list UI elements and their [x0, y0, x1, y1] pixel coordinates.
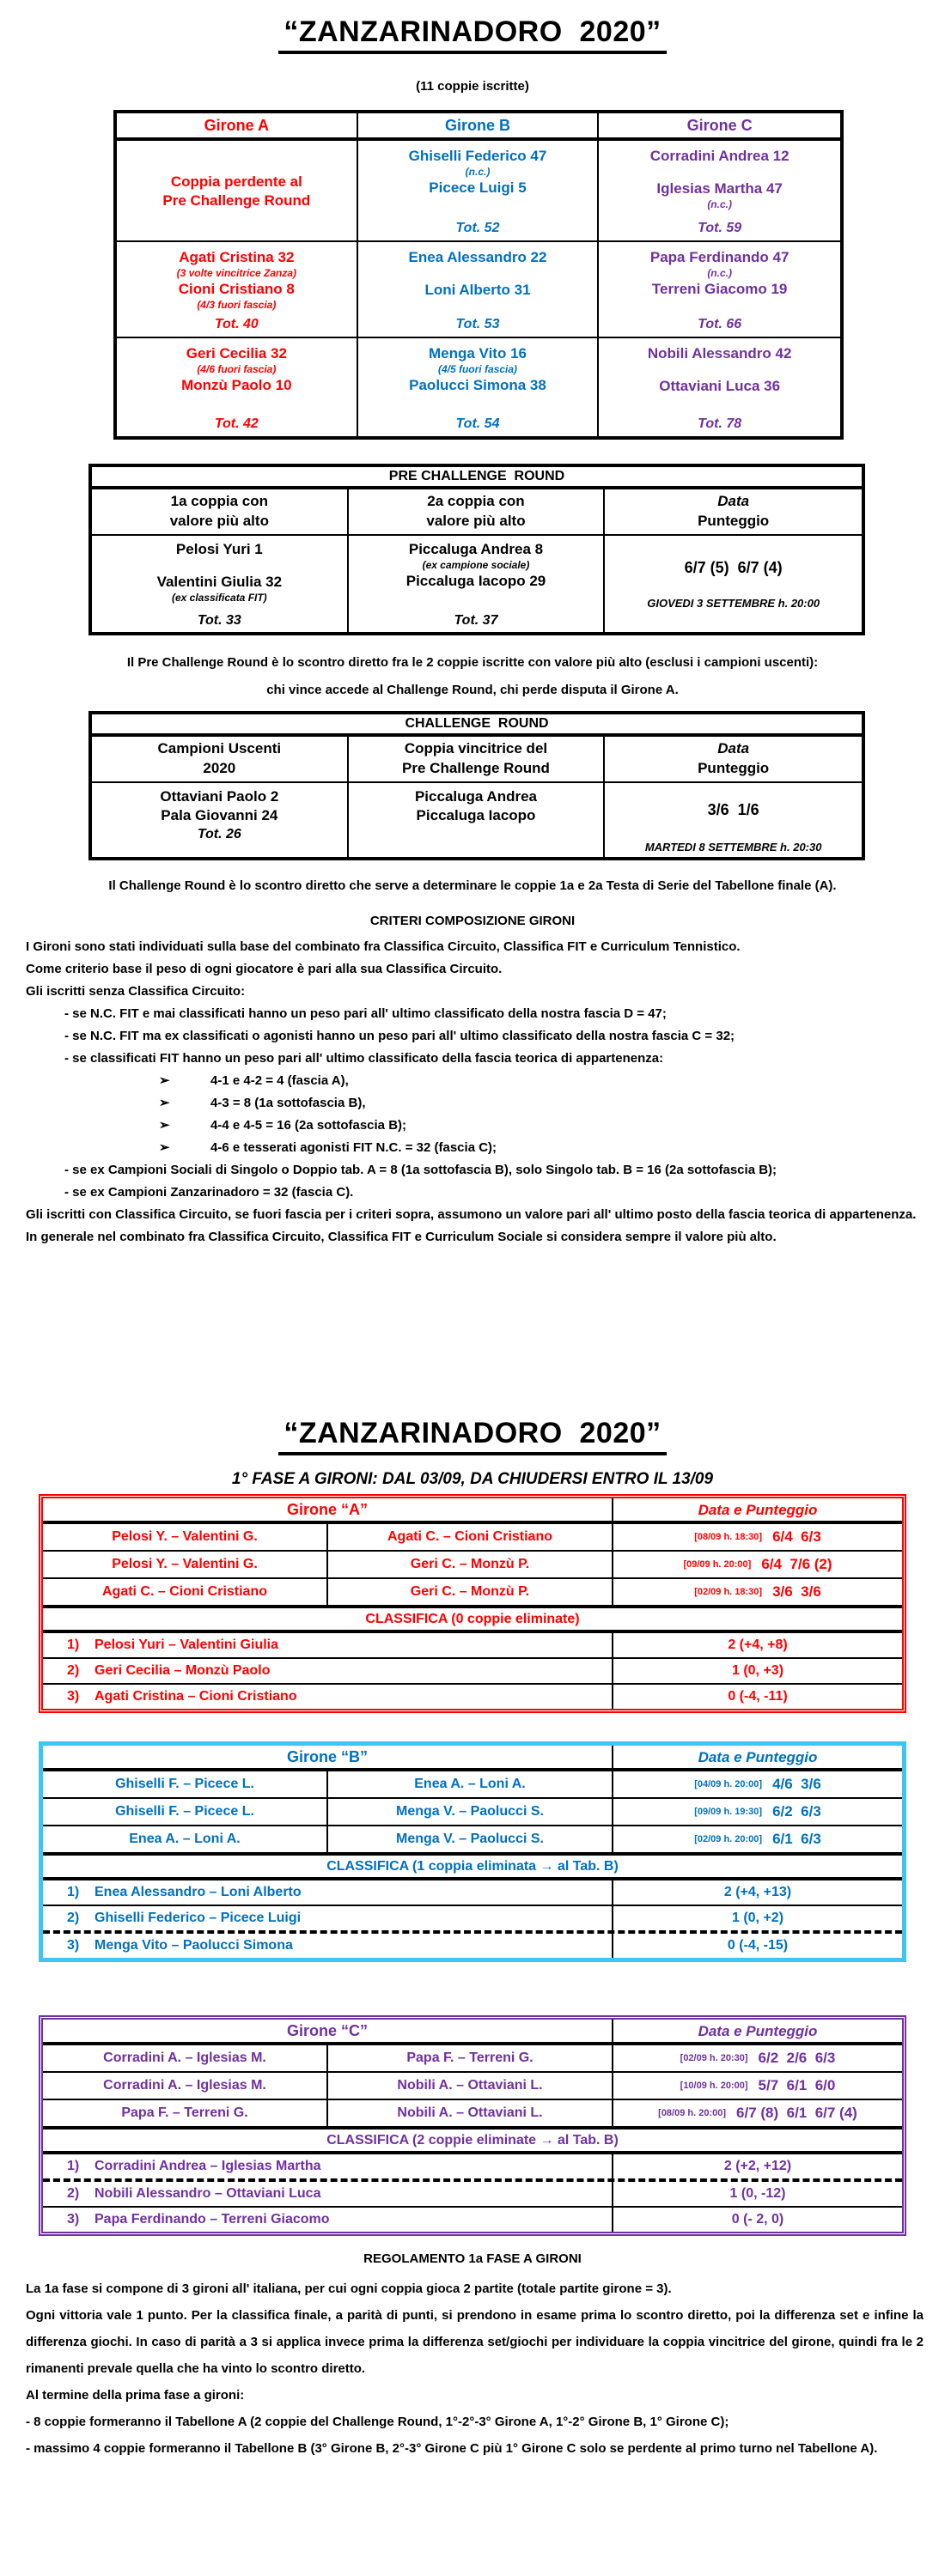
- player-note: (4/3 fuori fascia): [197, 299, 277, 312]
- player-note: (n.c.): [707, 267, 732, 280]
- girone-c-slot1-cell: [599, 141, 840, 242]
- pre-challenge-title: PRE CHALLENGE ROUND: [92, 467, 862, 489]
- criteri-item: In generale nel combinato fra Classifica Circuito, Classifica FIT e Curriculum Sociale si considera sempre il valore più alto.: [26, 1230, 777, 1244]
- page2-subtitle: 1° FASE A GIRONI: DAL 03/09, DA CHIUDERSI ENTRO IL 13/09: [231, 1470, 714, 1488]
- player-line: Valentini Giulia 32: [156, 573, 283, 590]
- criteri-bullet-item: ➢ 4-1 e 4-2 = 4 (fascia A),: [26, 1072, 924, 1091]
- team-total: Tot. 52: [455, 221, 500, 235]
- data-punteggio-header: Data e Punteggio: [698, 2023, 818, 2039]
- girone-b-results-header: Girone “B”: [43, 1746, 613, 1768]
- match-score: 3/6 1/6: [707, 800, 759, 818]
- team-total: Tot. 66: [698, 317, 742, 331]
- match-datetime: [09/09 h. 19:30]: [694, 1807, 763, 1817]
- standing-row: 3) Agati Cristina – Cioni Cristiano 0 (-4, -11): [43, 1683, 902, 1709]
- girone-a-slot2-cell: [117, 242, 358, 338]
- standing-row-eliminated: 2) Nobili Alessandro – Ottaviani Luca 1 (0, -12): [43, 2178, 902, 2206]
- player-line: Cioni Cristiano 8: [178, 281, 295, 298]
- arrow-bullet-icon: ➢: [159, 1118, 170, 1133]
- regolamento-paragraph: Al termine della prima fase a gironi:: [26, 2388, 245, 2403]
- team-total: Tot. 42: [214, 416, 259, 431]
- criteri-bullet-item: ➢ 4-6 e tesserati agonisti FIT N.C. = 32 (fascia C);: [26, 1139, 924, 1157]
- player-line: Ghiselli Federico 47: [408, 148, 547, 164]
- girone-a-slot3-cell: [117, 338, 358, 436]
- match-row: Pelosi Y. – Valentini G. Geri C. – Monzù P. [09/09 h. 20:00] 6/4 7/6 (2): [43, 1550, 902, 1577]
- regolamento-paragraph: - 8 coppie formeranno il Tabellone A (2 coppie del Challenge Round, 1°-2°-3° Girone A, 1°-2° Girone B, 1° Girone C);: [26, 2415, 729, 2429]
- pre-team2-cell: [349, 536, 606, 632]
- girone-c-slot3-cell: [599, 338, 840, 436]
- girone-c-header: Girone C: [599, 113, 840, 141]
- player-note: (4/6 fuori fascia): [197, 363, 277, 376]
- player-note: (n.c.): [707, 198, 732, 211]
- player-note: (n.c.): [465, 166, 491, 179]
- match-datetime: [10/09 h. 20:00]: [680, 2081, 748, 2091]
- player-line: Pala Giovanni 24: [161, 806, 278, 823]
- standing-row: 1) Corradini Andrea – Iglesias Martha 2 (+2, +12): [43, 2154, 902, 2178]
- pre-result-cell: [605, 536, 862, 632]
- groups-composition-table: [113, 110, 844, 440]
- data-punteggio-header: Data e Punteggio: [698, 1749, 818, 1765]
- criteri-bullet-item: ➢ 4-4 e 4-5 = 16 (2a sottofascia B);: [26, 1116, 924, 1135]
- player-line: Corradini Andrea 12: [649, 148, 790, 164]
- chal-team1-cell: [92, 783, 349, 857]
- standing-row-eliminated: 3) Papa Ferdinando – Terreni Giacomo 0 (- 2, 0): [43, 2206, 902, 2232]
- player-line: Enea Alessandro 22: [408, 249, 547, 265]
- player-line: Ottaviani Luca 36: [659, 378, 781, 395]
- criteri-item: Gli iscritti senza Classifica Circuito:: [26, 984, 246, 999]
- player-line: Piccaluga Andrea 8: [408, 540, 544, 557]
- classifica-header: CLASSIFICA (0 coppie eliminate): [43, 1605, 902, 1633]
- standing-row-eliminated: 3) Menga Vito – Paolucci Simona 0 (-4, -15): [43, 1930, 902, 1958]
- chal-result-cell: [605, 783, 862, 857]
- chal-col2-header: Coppia vincitrice del Pre Challenge Round: [349, 737, 606, 783]
- match-row: Enea A. – Loni A. Menga V. – Paolucci S. [02/09 h. 20:00] 6/1 6/3: [43, 1825, 902, 1852]
- criteri-item: - se ex Campioni Zanzarinadoro = 32 (fascia C).: [64, 1185, 354, 1200]
- match-datetime: [02/09 h. 20:30]: [680, 2053, 748, 2063]
- match-date: GIOVEDI 3 SETTEMBRE h. 20:00: [647, 596, 820, 610]
- team-total: Tot. 53: [455, 317, 500, 331]
- team-line: Pre Challenge Round: [162, 192, 311, 209]
- regolamento-heading: REGOLAMENTO 1a FASE A GIRONI: [363, 2251, 582, 2266]
- match-score: 6/1 6/3: [772, 1831, 821, 1847]
- player-line: Ottaviani Paolo 2: [160, 787, 279, 805]
- match-row: Corradini A. – Iglesias M. Nobili A. – Ottaviani L. [10/09 h. 20:00] 5/7 6/1 6/0: [43, 2071, 902, 2099]
- chal-team2-cell: [349, 783, 606, 857]
- girone-c-results-table: [39, 2015, 906, 2236]
- team-total: Tot. 26: [197, 827, 241, 842]
- girone-b-header: Girone B: [358, 113, 600, 141]
- pre-challenge-round-table: [88, 464, 865, 635]
- pre-team1-cell: [92, 536, 349, 632]
- criteri-item: - se ex Campioni Sociali di Singolo o Doppio tab. A = 8 (1a sottofascia B), solo Singolo tab. B = 16 (2a sottofascia B);: [64, 1163, 777, 1177]
- team-total: Tot. 40: [214, 317, 259, 331]
- player-line: Piccaluga Iacopo: [416, 806, 536, 823]
- data-punteggio-header: Data e Punteggio: [698, 1502, 818, 1518]
- player-line: Loni Alberto 31: [424, 282, 531, 299]
- girone-a-header: Girone A: [117, 113, 358, 141]
- standing-row: 2) Geri Cecilia – Monzù Paolo 1 (0, +3): [43, 1657, 902, 1683]
- team-total: Tot. 37: [454, 612, 498, 628]
- challenge-title: CHALLENGE ROUND: [92, 714, 862, 737]
- team-total: Tot. 78: [698, 416, 742, 431]
- pre-col3-header: Data Punteggio: [605, 489, 862, 536]
- classifica-header: CLASSIFICA (1 coppia eliminata → al Tab. B): [43, 1852, 902, 1880]
- girone-b-slot2-cell: [358, 242, 600, 338]
- match-datetime: [04/09 h. 20:00]: [694, 1779, 763, 1789]
- player-line: Terreni Giacomo 19: [651, 281, 788, 298]
- page2-title-text: “ZANZARINADORO 2020”: [278, 1417, 666, 1455]
- player-line: Geri Cecilia 32: [186, 345, 287, 361]
- player-line: Paolucci Simona 38: [409, 377, 546, 394]
- criteri-bullet-item: ➢ 4-3 = 8 (1a sottofascia B),: [26, 1094, 924, 1113]
- classifica-header: CLASSIFICA (2 coppie eliminate → al Tab. B): [43, 2126, 902, 2154]
- team-total: Tot. 59: [698, 221, 742, 235]
- player-note: (ex campione sociale): [422, 558, 530, 571]
- match-datetime: [08/09 h. 20:00]: [658, 2108, 727, 2118]
- match-date: MARTEDI 8 SETTEMBRE h. 20:30: [644, 840, 822, 854]
- girone-a-slot1-cell: [117, 141, 358, 242]
- criteri-item: - se N.C. FIT e mai classificati hanno un peso pari all' ultimo classificato della nostra fascia D = 47;: [64, 1006, 667, 1021]
- match-row: Corradini A. – Iglesias M. Papa F. – Terreni G. [02/09 h. 20:30] 6/2 2/6 6/3: [43, 2042, 902, 2071]
- criteri-item: Gli iscritti con Classifica Circuito, se fuori fascia per i criteri sopra, assumono un valore pari all' ultimo posto della fascia teorica di appartenenza.: [26, 1207, 917, 1222]
- chal-col3-header: Data Punteggio: [605, 737, 862, 783]
- page1-title: [0, 15, 945, 54]
- challenge-round-table: [88, 711, 865, 860]
- match-score: 3/6 3/6: [772, 1583, 821, 1600]
- match-row: Pelosi Y. – Valentini G. Agati C. – Cioni Cristiano [08/09 h. 18:30] 6/4 6/3: [43, 1521, 902, 1550]
- match-row: Agati C. – Cioni Cristiano Geri C. – Monzù P. [02/09 h. 18:30] 3/6 3/6: [43, 1577, 902, 1605]
- match-row: Papa F. – Terreni G. Nobili A. – Ottaviani L. [08/09 h. 20:00] 6/7 (8) 6/1 6/7 (4): [43, 2099, 902, 2126]
- regolamento-paragraph: - massimo 4 coppie formeranno il Tabellone B (3° Girone B, 2°-3° Girone C più 1° Girone C solo se perdente al primo turno nel Tabellone A).: [26, 2441, 878, 2456]
- girone-c-slot2-cell: [599, 242, 840, 338]
- arrow-bullet-icon: ➢: [159, 1073, 170, 1088]
- criteri-item: I Gironi sono stati individuati sulla base del combinato fra Classifica Circuito, Classifica FIT e Curriculum Tennistico.: [26, 939, 741, 954]
- match-datetime: [09/09 h. 20:00]: [683, 1559, 752, 1570]
- regolamento-paragraph: La 1a fase si compone di 3 gironi all' italiana, per cui ogni coppia gioca 2 partite (totale partite girone = 3).: [26, 2281, 672, 2296]
- player-line: Picece Luigi 5: [429, 179, 527, 197]
- regolamento-paragraph: Ogni vittoria vale 1 punto. Per la classifica finale, a parità di punti, si prendono in esame prima lo scontro diretto, poi la differenza set e infine la differenza giochi. In caso di parità a 3 si applica invece prima la differenza set/giochi per individuare la coppia vincitrice del girone, quindi fra le 2 rimanenti prevale quella che ha vinto lo scontro diretto.: [26, 2308, 924, 2376]
- criteri-item: - se N.C. FIT ma ex classificati o agonisti hanno un peso pari all' ultimo classificato della nostra fascia C = 32;: [64, 1029, 735, 1043]
- challenge-note: Il Challenge Round è lo scontro diretto che serve a determinare le coppie 1a e 2a Testa di Serie del Tabellone finale (A).: [108, 878, 837, 893]
- match-datetime: [02/09 h. 20:00]: [694, 1834, 763, 1844]
- pre-col1-header: 1a coppia con valore più alto: [92, 489, 349, 536]
- match-datetime: [02/09 h. 18:30]: [694, 1587, 763, 1597]
- player-line: Pelosi Yuri 1: [175, 540, 263, 557]
- arrow-bullet-icon: ➢: [159, 1140, 170, 1155]
- player-line: Papa Ferdinando 47: [649, 249, 790, 265]
- chal-col1-header: Campioni Uscenti 2020: [92, 737, 349, 783]
- pre-col2-header: 2a coppia con valore più alto: [349, 489, 606, 536]
- regolamento-body: [26, 2275, 924, 2462]
- match-score: 4/6 3/6: [772, 1776, 821, 1792]
- page1-title-text: “ZANZARINADORO 2020”: [278, 15, 666, 54]
- standing-row: 1) Pelosi Yuri – Valentini Giulia 2 (+4, +8): [43, 1633, 902, 1657]
- match-score: 6/4 7/6 (2): [761, 1556, 832, 1572]
- team-line: Coppia perdente al: [170, 173, 302, 190]
- player-note: (4/5 fuori fascia): [437, 363, 517, 376]
- criteri-item: - se classificati FIT hanno un peso pari all' ultimo classificato della fascia teorica di appartenenza:: [64, 1051, 664, 1066]
- standing-row: 1) Enea Alessandro – Loni Alberto 2 (+4, +13): [43, 1880, 902, 1905]
- girone-b-results-table: [39, 1741, 906, 1962]
- match-datetime: [08/09 h. 18:30]: [694, 1532, 763, 1542]
- player-line: Piccaluga Andrea: [414, 787, 538, 805]
- girone-c-results-header: Girone “C”: [43, 2020, 613, 2042]
- player-line: Monzù Paolo 10: [181, 377, 292, 394]
- standing-row: 2) Ghiselli Federico – Picece Luigi 1 (0, +2): [43, 1905, 902, 1930]
- criteri-heading: CRITERI COMPOSIZIONE GIRONI: [369, 914, 576, 928]
- match-score: 6/2 6/3: [772, 1803, 821, 1820]
- criteri-body: [26, 938, 924, 1250]
- page1-subtitle: (11 coppie iscritte): [416, 79, 529, 94]
- pre-challenge-note: Il Pre Challenge Round è lo scontro diretto fra le 2 coppie iscritte con valore più alto (esclusi i campioni uscenti): chi vince accede al Challenge Round, chi perde disputa il Girone A.: [126, 655, 819, 697]
- girone-a-results-header: Girone “A”: [43, 1498, 613, 1521]
- player-note: (3 volte vincitrice Zanza): [176, 267, 297, 280]
- player-line: Agati Cristina 32: [179, 249, 295, 265]
- page2-title: [0, 1417, 945, 1455]
- player-line: Iglesias Martha 47: [656, 180, 783, 197]
- match-score: 6/7 (5) 6/7 (4): [684, 559, 783, 577]
- criteri-item: Come criterio base il peso di ogni giocatore è pari alla sua Classifica Circuito.: [26, 962, 503, 976]
- player-note: (ex classificata FIT): [171, 592, 267, 605]
- girone-b-slot3-cell: [358, 338, 600, 436]
- match-score: 5/7 6/1 6/0: [758, 2077, 836, 2093]
- match-score: 6/4 6/3: [772, 1528, 821, 1545]
- match-row: Ghiselli F. – Picece L. Enea A. – Loni A. [04/09 h. 20:00] 4/6 3/6: [43, 1768, 902, 1797]
- match-score: 6/2 2/6 6/3: [758, 2050, 836, 2066]
- arrow-bullet-icon: ➢: [159, 1096, 170, 1110]
- girone-b-slot1-cell: [358, 141, 600, 242]
- player-line: Nobili Alessandro 42: [647, 345, 792, 361]
- match-row: Ghiselli F. – Picece L. Menga V. – Paolucci S. [09/09 h. 19:30] 6/2 6/3: [43, 1797, 902, 1825]
- team-total: Tot. 54: [455, 416, 500, 431]
- player-line: Piccaluga Iacopo 29: [405, 572, 546, 589]
- girone-a-results-table: [39, 1494, 906, 1713]
- player-line: Menga Vito 16: [428, 345, 527, 361]
- match-score: 6/7 (8) 6/1 6/7 (4): [736, 2105, 857, 2121]
- team-total: Tot. 33: [197, 612, 241, 628]
